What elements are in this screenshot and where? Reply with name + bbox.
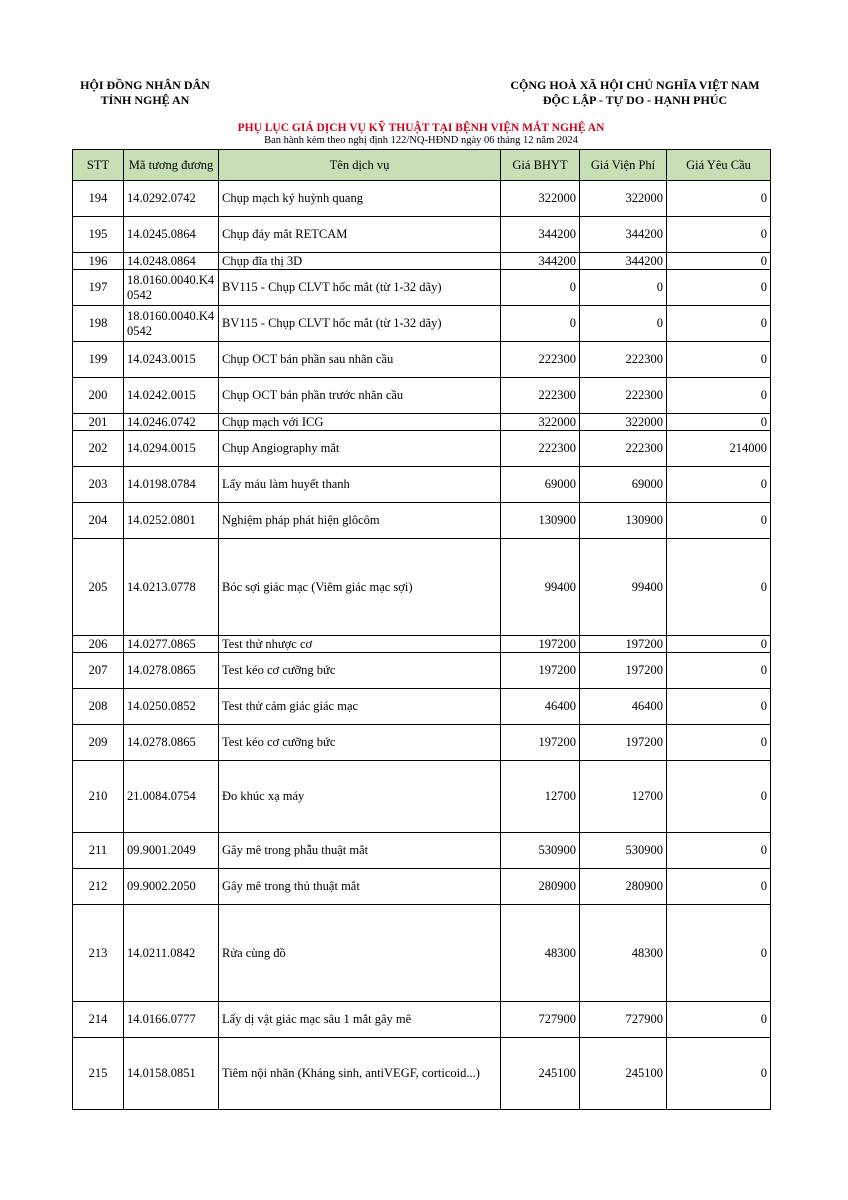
row-price-bhyt: 530900 — [501, 833, 580, 869]
row-price-yeucau: 214000 — [667, 431, 771, 467]
row-price-yeucau: 0 — [667, 689, 771, 725]
row-price-bhyt: 197200 — [501, 725, 580, 761]
row-service-name: Test thử nhược cơ — [219, 636, 501, 653]
row-price-bhyt: 0 — [501, 306, 580, 342]
row-stt: 209 — [73, 725, 124, 761]
row-price-yeucau: 0 — [667, 342, 771, 378]
row-price-yeucau: 0 — [667, 181, 771, 217]
row-code: 14.0278.0865 — [124, 653, 219, 689]
row-code: 14.0158.0851 — [124, 1038, 219, 1110]
row-price-yeucau: 0 — [667, 270, 771, 306]
row-service-name: Bóc sợi giác mạc (Viêm giác mạc sợi) — [219, 539, 501, 636]
col-header-name: Tên dịch vụ — [219, 150, 501, 181]
issuer-line-2: TỈNH NGHỆ AN — [100, 93, 190, 107]
row-price-bhyt: 197200 — [501, 636, 580, 653]
col-header-bhyt: Giá BHYT — [501, 150, 580, 181]
table-row — [73, 503, 771, 539]
row-stt: 215 — [73, 1038, 124, 1110]
row-stt: 207 — [73, 653, 124, 689]
row-stt: 197 — [73, 270, 124, 306]
row-price-yeucau: 0 — [667, 467, 771, 503]
table-row — [73, 636, 771, 653]
row-price-vienphi: 69000 — [580, 467, 667, 503]
row-stt: 198 — [73, 306, 124, 342]
row-price-bhyt: 0 — [501, 270, 580, 306]
row-stt: 206 — [73, 636, 124, 653]
row-service-name: Gây mê trong thủ thuật mắt — [219, 869, 501, 905]
row-price-yeucau: 0 — [667, 1038, 771, 1110]
row-price-vienphi: 280900 — [580, 869, 667, 905]
row-price-vienphi: 48300 — [580, 905, 667, 1002]
row-service-name: Chụp OCT bán phần sau nhãn cầu — [219, 342, 501, 378]
row-code: 14.0245.0864 — [124, 217, 219, 253]
national-header — [500, 78, 770, 108]
row-price-bhyt: 322000 — [501, 181, 580, 217]
row-service-name: Chụp mạch ký huỳnh quang — [219, 181, 501, 217]
row-stt: 204 — [73, 503, 124, 539]
row-price-bhyt: 222300 — [501, 378, 580, 414]
row-service-name: Chụp Angiography mắt — [219, 431, 501, 467]
col-header-vienphi: Giá Viện Phí — [580, 150, 667, 181]
row-price-bhyt: 222300 — [501, 342, 580, 378]
row-price-vienphi: 322000 — [580, 181, 667, 217]
row-price-bhyt: 12700 — [501, 761, 580, 833]
row-price-yeucau: 0 — [667, 503, 771, 539]
col-header-stt: STT — [73, 150, 124, 181]
table-row — [73, 431, 771, 467]
row-price-bhyt: 222300 — [501, 431, 580, 467]
row-code: 18.0160.0040.K40542 — [124, 306, 219, 342]
row-service-name: Test kéo cơ cưỡng bức — [219, 725, 501, 761]
row-price-vienphi: 344200 — [580, 253, 667, 270]
document-title: PHỤ LỤC GIÁ DỊCH VỤ KỸ THUẬT TẠI BỆNH VIỆN MẮT NGHỆ AN — [237, 122, 605, 134]
table-row — [73, 833, 771, 869]
row-price-bhyt: 46400 — [501, 689, 580, 725]
table-row — [73, 378, 771, 414]
table-row — [73, 689, 771, 725]
row-price-yeucau: 0 — [667, 414, 771, 431]
row-stt: 211 — [73, 833, 124, 869]
table-row — [73, 467, 771, 503]
national-line-2: ĐỘC LẬP - TỰ DO - HẠNH PHÚC — [542, 93, 728, 107]
row-code: 14.0252.0801 — [124, 503, 219, 539]
row-code: 14.0213.0778 — [124, 539, 219, 636]
row-service-name: Test thử cảm giác giác mạc — [219, 689, 501, 725]
row-price-bhyt: 727900 — [501, 1002, 580, 1038]
table-row — [73, 1002, 771, 1038]
table-row — [73, 761, 771, 833]
row-price-yeucau: 0 — [667, 653, 771, 689]
row-price-yeucau: 0 — [667, 636, 771, 653]
row-price-vienphi: 197200 — [580, 653, 667, 689]
row-code: 14.0211.0842 — [124, 905, 219, 1002]
row-code: 21.0084.0754 — [124, 761, 219, 833]
row-price-vienphi: 12700 — [580, 761, 667, 833]
row-code: 14.0242.0015 — [124, 378, 219, 414]
row-price-vienphi: 222300 — [580, 342, 667, 378]
row-service-name: Chụp mạch với ICG — [219, 414, 501, 431]
row-price-vienphi: 222300 — [580, 431, 667, 467]
row-price-bhyt: 322000 — [501, 414, 580, 431]
row-stt: 196 — [73, 253, 124, 270]
row-price-yeucau: 0 — [667, 253, 771, 270]
row-code: 14.0278.0865 — [124, 725, 219, 761]
row-service-name: Chụp OCT bán phần trước nhãn cầu — [219, 378, 501, 414]
table-row — [73, 342, 771, 378]
row-price-vienphi: 130900 — [580, 503, 667, 539]
table-row — [73, 253, 771, 270]
row-price-yeucau: 0 — [667, 306, 771, 342]
issuer-header — [60, 78, 230, 108]
row-price-bhyt: 245100 — [501, 1038, 580, 1110]
row-code: 14.0294.0015 — [124, 431, 219, 467]
table-row — [73, 270, 771, 306]
row-service-name: Gây mê trong phẫu thuật mắt — [219, 833, 501, 869]
row-stt: 208 — [73, 689, 124, 725]
row-price-bhyt: 69000 — [501, 467, 580, 503]
row-code: 14.0248.0864 — [124, 253, 219, 270]
table-row — [73, 653, 771, 689]
row-stt: 195 — [73, 217, 124, 253]
row-price-vienphi: 197200 — [580, 636, 667, 653]
row-code: 18.0160.0040.K40542 — [124, 270, 219, 306]
price-table — [72, 149, 771, 1110]
row-price-vienphi: 530900 — [580, 833, 667, 869]
table-row — [73, 725, 771, 761]
row-price-bhyt: 48300 — [501, 905, 580, 1002]
row-price-vienphi: 99400 — [580, 539, 667, 636]
row-price-vienphi: 0 — [580, 270, 667, 306]
row-price-vienphi: 222300 — [580, 378, 667, 414]
row-price-yeucau: 0 — [667, 539, 771, 636]
col-header-code: Mã tương đương — [124, 150, 219, 181]
row-price-yeucau: 0 — [667, 1002, 771, 1038]
row-stt: 210 — [73, 761, 124, 833]
row-code: 14.0198.0784 — [124, 467, 219, 503]
row-price-vienphi: 322000 — [580, 414, 667, 431]
row-code: 14.0250.0852 — [124, 689, 219, 725]
row-service-name: Nghiệm pháp phát hiện glôcôm — [219, 503, 501, 539]
row-stt: 201 — [73, 414, 124, 431]
document-subtitle: Ban hành kèm theo nghị định 122/NQ-HĐND ngày 06 tháng 12 năm 2024 — [264, 135, 578, 146]
table-body — [73, 181, 771, 1110]
row-stt: 203 — [73, 467, 124, 503]
row-stt: 214 — [73, 1002, 124, 1038]
row-stt: 199 — [73, 342, 124, 378]
row-price-vienphi: 46400 — [580, 689, 667, 725]
row-stt: 212 — [73, 869, 124, 905]
row-code: 14.0292.0742 — [124, 181, 219, 217]
row-stt: 194 — [73, 181, 124, 217]
row-service-name: BV115 - Chụp CLVT hốc mắt (từ 1-32 dãy) — [219, 306, 501, 342]
row-price-bhyt: 130900 — [501, 503, 580, 539]
table-header-row — [73, 150, 771, 181]
row-price-vienphi: 0 — [580, 306, 667, 342]
table-row — [73, 869, 771, 905]
issuer-line-1: HỘI ĐỒNG NHÂN DÂN — [80, 78, 210, 92]
row-price-bhyt: 197200 — [501, 653, 580, 689]
row-price-yeucau: 0 — [667, 378, 771, 414]
row-service-name: Chụp đáy mắt RETCAM — [219, 217, 501, 253]
row-stt: 202 — [73, 431, 124, 467]
row-price-vienphi: 197200 — [580, 725, 667, 761]
row-service-name: Chụp đĩa thị 3D — [219, 253, 501, 270]
row-code: 09.9001.2049 — [124, 833, 219, 869]
row-service-name: Đo khúc xạ máy — [219, 761, 501, 833]
row-price-bhyt: 344200 — [501, 253, 580, 270]
row-price-yeucau: 0 — [667, 905, 771, 1002]
row-stt: 205 — [73, 539, 124, 636]
row-price-yeucau: 0 — [667, 725, 771, 761]
row-service-name: Lấy máu làm huyết thanh — [219, 467, 501, 503]
row-stt: 200 — [73, 378, 124, 414]
row-code: 14.0243.0015 — [124, 342, 219, 378]
row-service-name: Rửa cùng đồ — [219, 905, 501, 1002]
row-service-name: Tiêm nội nhãn (Kháng sinh, antiVEGF, corticoid...) — [219, 1038, 501, 1110]
row-service-name: Lấy dị vật giác mạc sâu 1 mắt gây mê — [219, 1002, 501, 1038]
table-row — [73, 217, 771, 253]
row-price-yeucau: 0 — [667, 761, 771, 833]
national-line-1: CỘNG HOÀ XÃ HỘI CHỦ NGHĨA VIỆT NAM — [510, 78, 760, 92]
table-row — [73, 1038, 771, 1110]
row-price-yeucau: 0 — [667, 869, 771, 905]
table-row — [73, 306, 771, 342]
row-price-vienphi: 245100 — [580, 1038, 667, 1110]
table-row — [73, 539, 771, 636]
row-price-yeucau: 0 — [667, 833, 771, 869]
col-header-yeucau: Giá Yêu Cầu — [667, 150, 771, 181]
row-service-name: BV115 - Chụp CLVT hốc mắt (từ 1-32 dãy) — [219, 270, 501, 306]
row-stt: 213 — [73, 905, 124, 1002]
row-price-vienphi: 344200 — [580, 217, 667, 253]
row-price-bhyt: 99400 — [501, 539, 580, 636]
row-code: 09.9002.2050 — [124, 869, 219, 905]
row-price-bhyt: 280900 — [501, 869, 580, 905]
row-price-yeucau: 0 — [667, 217, 771, 253]
table-row — [73, 181, 771, 217]
row-code: 14.0166.0777 — [124, 1002, 219, 1038]
row-price-bhyt: 344200 — [501, 217, 580, 253]
row-code: 14.0277.0865 — [124, 636, 219, 653]
table-row — [73, 414, 771, 431]
row-service-name: Test kéo cơ cưỡng bức — [219, 653, 501, 689]
row-code: 14.0246.0742 — [124, 414, 219, 431]
row-price-vienphi: 727900 — [580, 1002, 667, 1038]
table-row — [73, 905, 771, 1002]
